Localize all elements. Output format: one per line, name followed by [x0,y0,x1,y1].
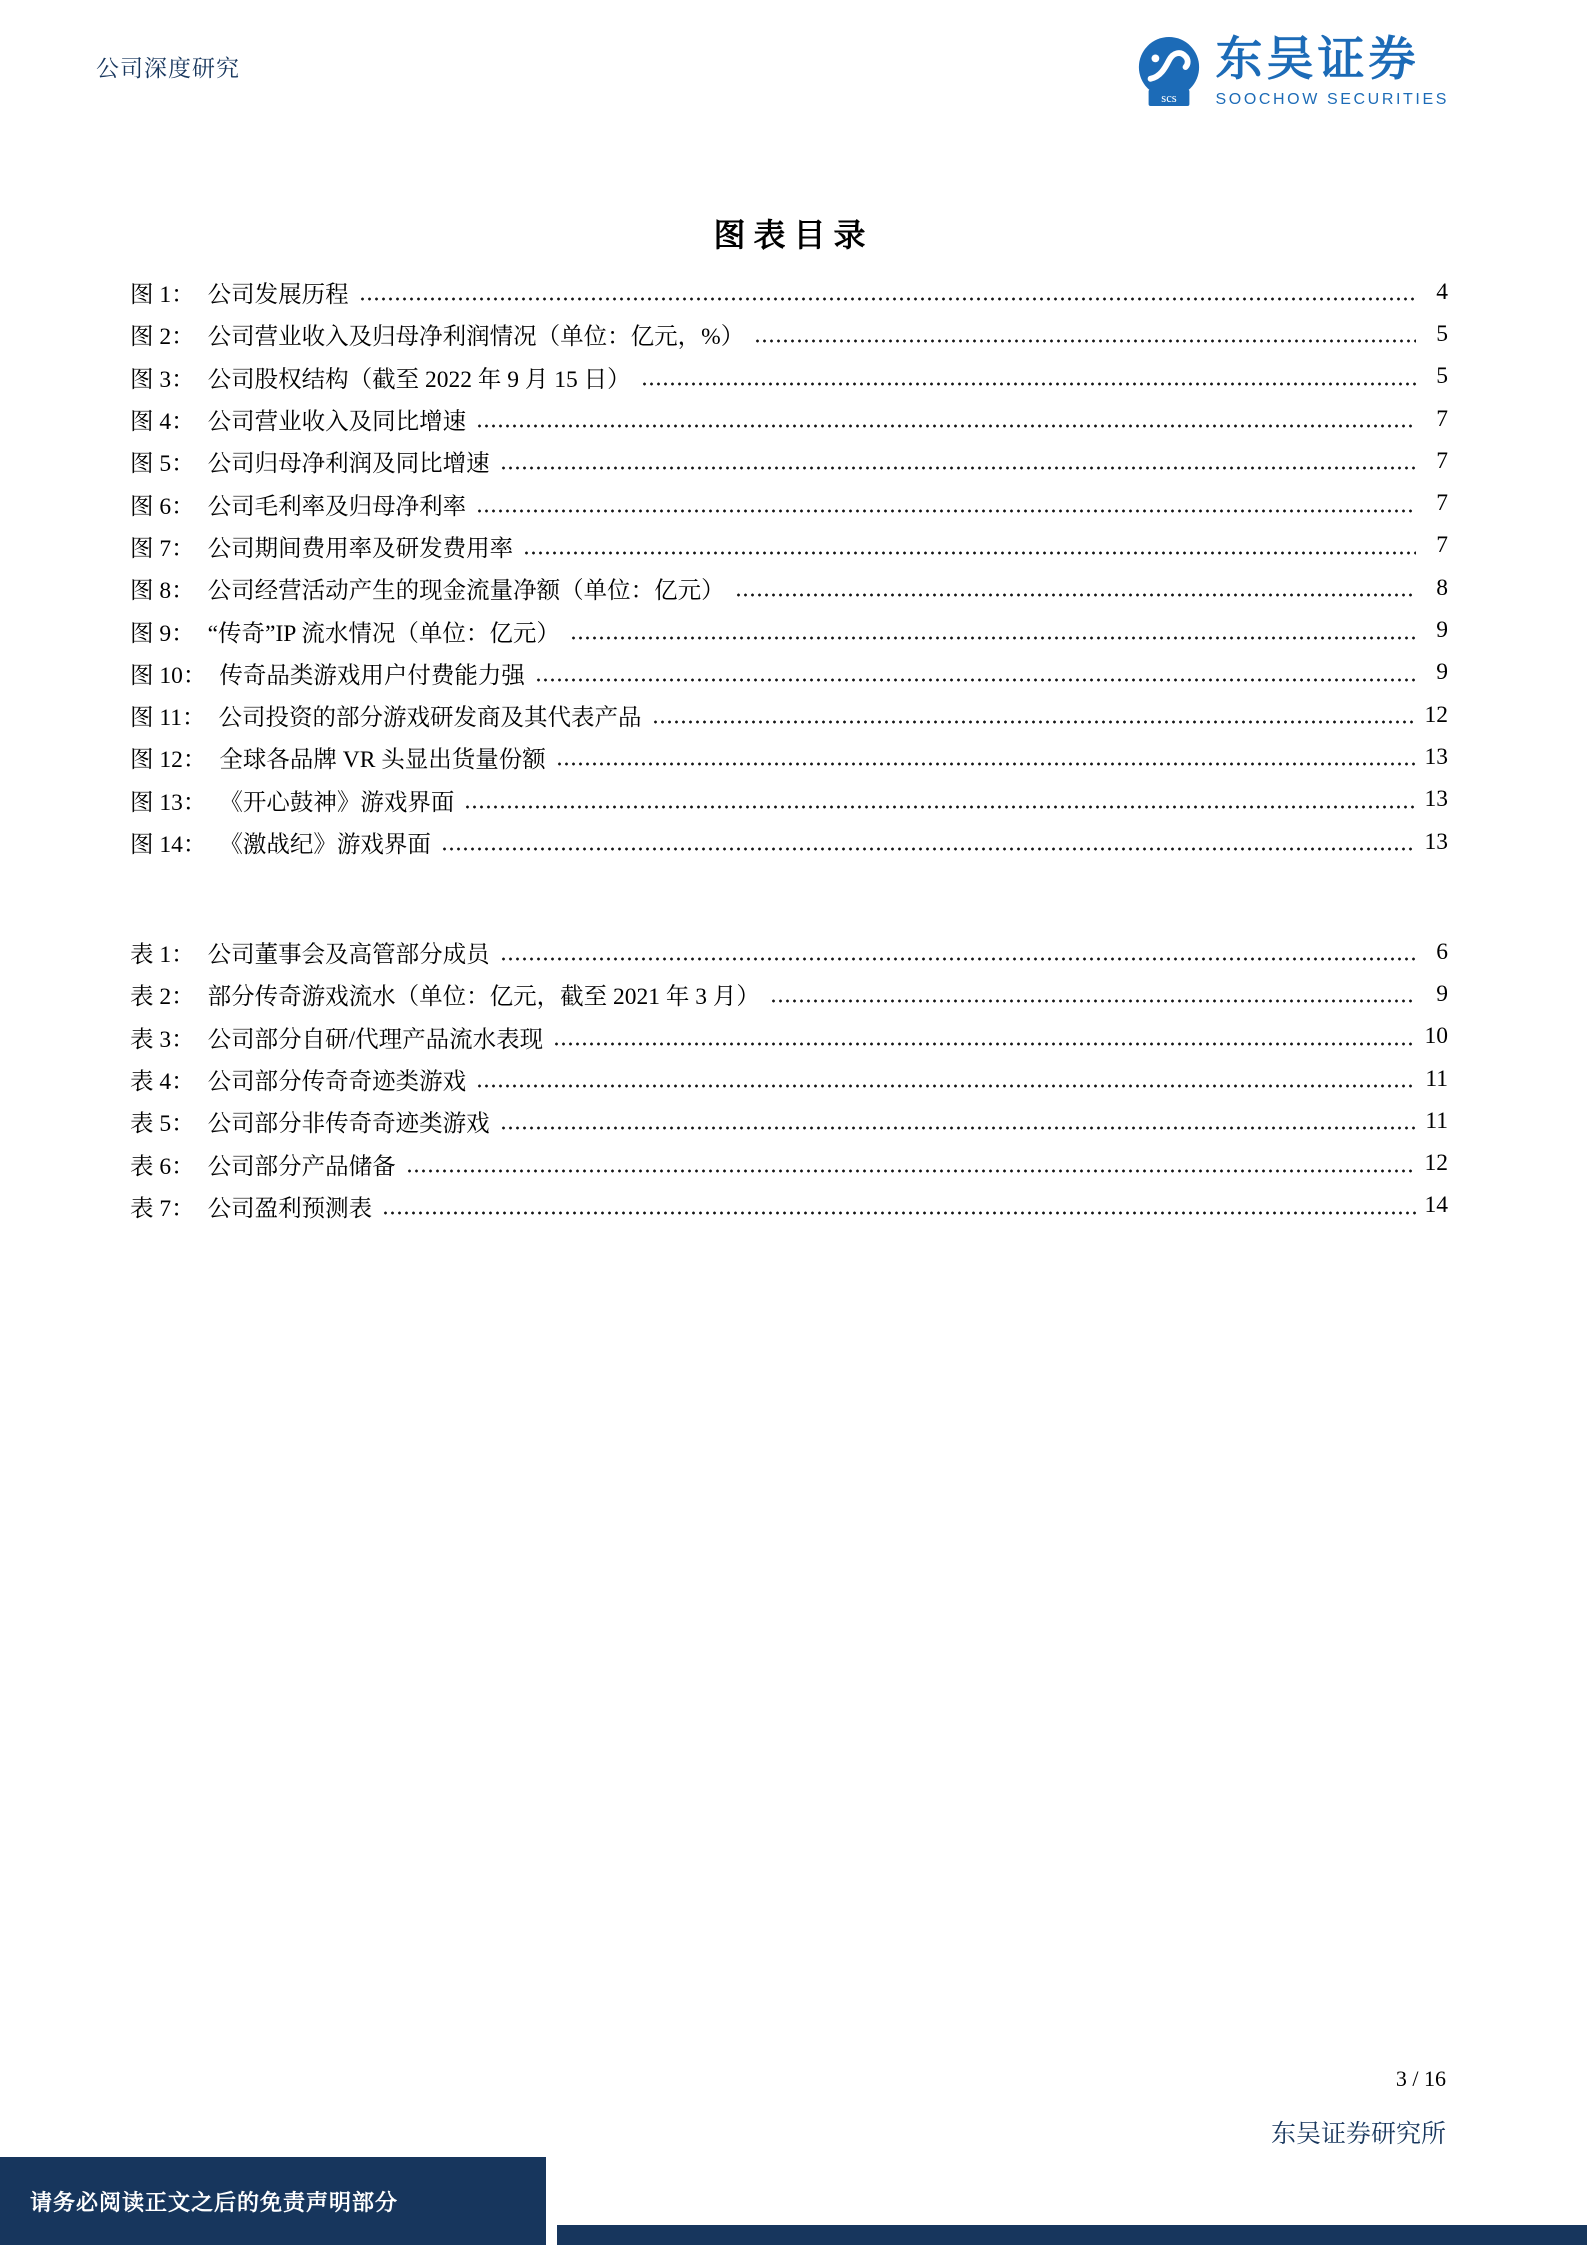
toc-figure-row[interactable] [130,440,1448,482]
toc-figure-row[interactable] [130,821,1448,863]
toc-entry-label: 表 7： [130,1195,195,1222]
toc-entry-page: 10 [1424,1023,1448,1050]
toc-entry-page: 7 [1436,532,1448,559]
dot-leader [476,424,1416,428]
toc-entry-title: 公司盈利预测表 [207,1195,373,1222]
disclaimer-text: 请务必阅读正文之后的免责声明部分 [30,2189,399,2215]
dot-leader [523,551,1416,555]
toc-entry-page: 7 [1436,405,1448,432]
toc-entry-label: 图 10： [130,662,207,689]
toc-figure-row[interactable] [130,271,1448,313]
toc-entry-title: 公司经营活动产生的现金流量净额（单位：亿元） [207,578,725,605]
toc-entry-title: 公司部分自研/代理产品流水表现 [207,1026,544,1053]
toc-entry-label: 图 13： [130,789,207,816]
toc-entry-title: 公司毛利率及归母净利率 [207,493,467,520]
toc-entry-title: 全球各品牌 VR 头显出货量份额 [219,747,546,774]
toc-figure-row[interactable] [130,694,1448,736]
toc-figures-list [130,271,1448,863]
toc-figure-row[interactable] [130,609,1448,651]
dot-leader [382,1211,1416,1215]
toc-entry-title: 公司部分非传奇奇迹类游戏 [207,1111,490,1138]
dot-leader [535,678,1416,682]
toc-title: 图表目录 [713,217,874,253]
dot-leader [500,957,1416,961]
toc-entry-label: 表 5： [130,1111,195,1138]
report-category-label: 公司深度研究 [96,56,240,81]
logo-scs-text: scs [1160,91,1177,106]
brand-text-block [1216,34,1449,109]
brand-name-en: SOOCHOW SECURITIES [1215,91,1449,108]
toc-entry-page: 4 [1436,278,1448,305]
toc-table-row[interactable] [130,1058,1448,1100]
dot-leader [359,297,1416,301]
toc-entry-label: 图 14： [130,832,207,858]
toc-entry-label: 表 6： [130,1153,195,1180]
dot-leader [406,1169,1416,1173]
toc-tables-list [130,931,1448,1227]
toc-table-row[interactable] [130,973,1448,1015]
toc-figure-row[interactable] [130,567,1448,609]
dot-leader [500,1126,1416,1130]
toc-entry-label: 图 8： [130,578,195,605]
dot-leader [556,762,1416,766]
toc-table-row[interactable] [130,1142,1448,1184]
dot-leader [641,382,1416,386]
dot-leader [476,509,1416,513]
toc-entry-title: 公司股权结构（截至 2022 年 9 月 15 日） [207,366,631,393]
dot-leader [476,1084,1416,1088]
toc-entry-page: 13 [1424,786,1448,813]
toc-entry-title: 公司营业收入及归母净利润情况（单位：亿元，%） [207,324,745,351]
toc-entry-page: 5 [1436,320,1448,347]
footer-accent-strip [557,2225,1587,2245]
toc-figure-row[interactable] [130,313,1448,355]
toc-table-row[interactable] [130,1016,1448,1058]
toc-entry-page: 7 [1436,447,1448,474]
toc-entry-label: 图 9： [130,620,195,647]
toc-entry-page: 7 [1436,490,1448,517]
dot-leader [735,593,1416,597]
dot-leader [553,1042,1416,1046]
dot-leader [570,636,1416,640]
dot-leader [770,999,1416,1003]
dot-leader [652,720,1416,724]
toc-entry-label: 图 1： [130,282,195,309]
toc-entry-title: “传奇”IP 流水情况（单位：亿元） [207,620,560,647]
toc-entry-page: 13 [1424,828,1448,855]
toc-entry-title: 《开心鼓神》游戏界面 [219,789,455,816]
toc-entry-page: 5 [1436,363,1448,390]
toc-entry-title: 公司发展历程 [207,282,349,309]
dot-leader [500,466,1416,470]
brand-logo [1135,34,1449,109]
toc-entry-page: 9 [1436,659,1448,686]
toc-entry-title: 公司部分传奇奇迹类游戏 [207,1069,467,1096]
toc-entry-label: 表 4： [130,1069,195,1096]
toc-entry-page: 13 [1424,743,1448,770]
toc-figure-row[interactable] [130,398,1448,440]
toc-entry-page: 11 [1425,1107,1448,1134]
toc-table-row[interactable] [130,1100,1448,1142]
toc-entry-page: 12 [1424,1150,1448,1177]
toc-entry-title: 公司董事会及高管部分成员 [207,942,490,969]
dot-leader [441,847,1416,851]
toc-figure-row[interactable] [130,652,1448,694]
toc-table-row[interactable] [130,931,1448,973]
toc-table-row[interactable] [130,1185,1448,1227]
toc-entry-label: 图 6： [130,493,195,520]
toc-entry-label: 表 1： [130,942,195,969]
toc-entry-label: 图 2： [130,324,195,351]
toc-entry-label: 图 3： [130,366,195,393]
toc-entry-page: 9 [1436,617,1448,644]
toc-entry-page: 6 [1436,938,1448,965]
toc-figure-row[interactable] [130,525,1448,567]
toc-entry-title: 公司归母净利润及同比增速 [207,451,490,478]
disclaimer-bar [0,2157,546,2245]
toc-figure-row[interactable] [130,736,1448,778]
toc-entry-label: 图 7： [130,535,195,562]
brand-name-cn: 东吴证券 [1215,34,1420,86]
toc-entry-label: 表 2： [130,984,195,1011]
toc-entry-page: 14 [1424,1192,1448,1219]
toc-entry-page: 12 [1424,701,1448,728]
toc-entry-title: 部分传奇游戏流水（单位：亿元，截至 2021 年 3 月） [207,984,760,1011]
dot-leader [754,339,1416,343]
toc-entry-page: 11 [1425,1065,1448,1092]
toc-entry-label: 图 5： [130,451,195,478]
soochow-logo-icon [1135,34,1203,108]
toc-entry-label: 图 4： [130,409,195,436]
toc-figure-row[interactable] [130,356,1448,398]
toc-entry-label: 图 11： [130,705,206,732]
toc-entry-label: 表 3： [130,1026,195,1053]
toc-entry-title: 公司投资的部分游戏研发商及其代表产品 [218,705,642,732]
toc-entry-page: 8 [1436,574,1448,601]
toc-entry-title: 传奇品类游戏用户付费能力强 [219,662,525,689]
dot-leader [464,805,1416,809]
toc-entry-title: 公司期间费用率及研发费用率 [207,535,514,562]
toc-figure-row[interactable] [130,482,1448,524]
toc-entry-title: 公司部分产品储备 [207,1153,396,1180]
toc-entry-title: 公司营业收入及同比增速 [207,409,467,436]
toc-entry-page: 9 [1436,980,1448,1007]
toc-entry-title: 《激战纪》游戏界面 [219,832,431,858]
toc-entry-label: 图 12： [130,747,207,774]
research-institute-label: 东吴证券研究所 [1270,2121,1446,2148]
toc-figure-row[interactable] [130,779,1448,821]
page-indicator: 3 / 16 [1395,2066,1446,2091]
